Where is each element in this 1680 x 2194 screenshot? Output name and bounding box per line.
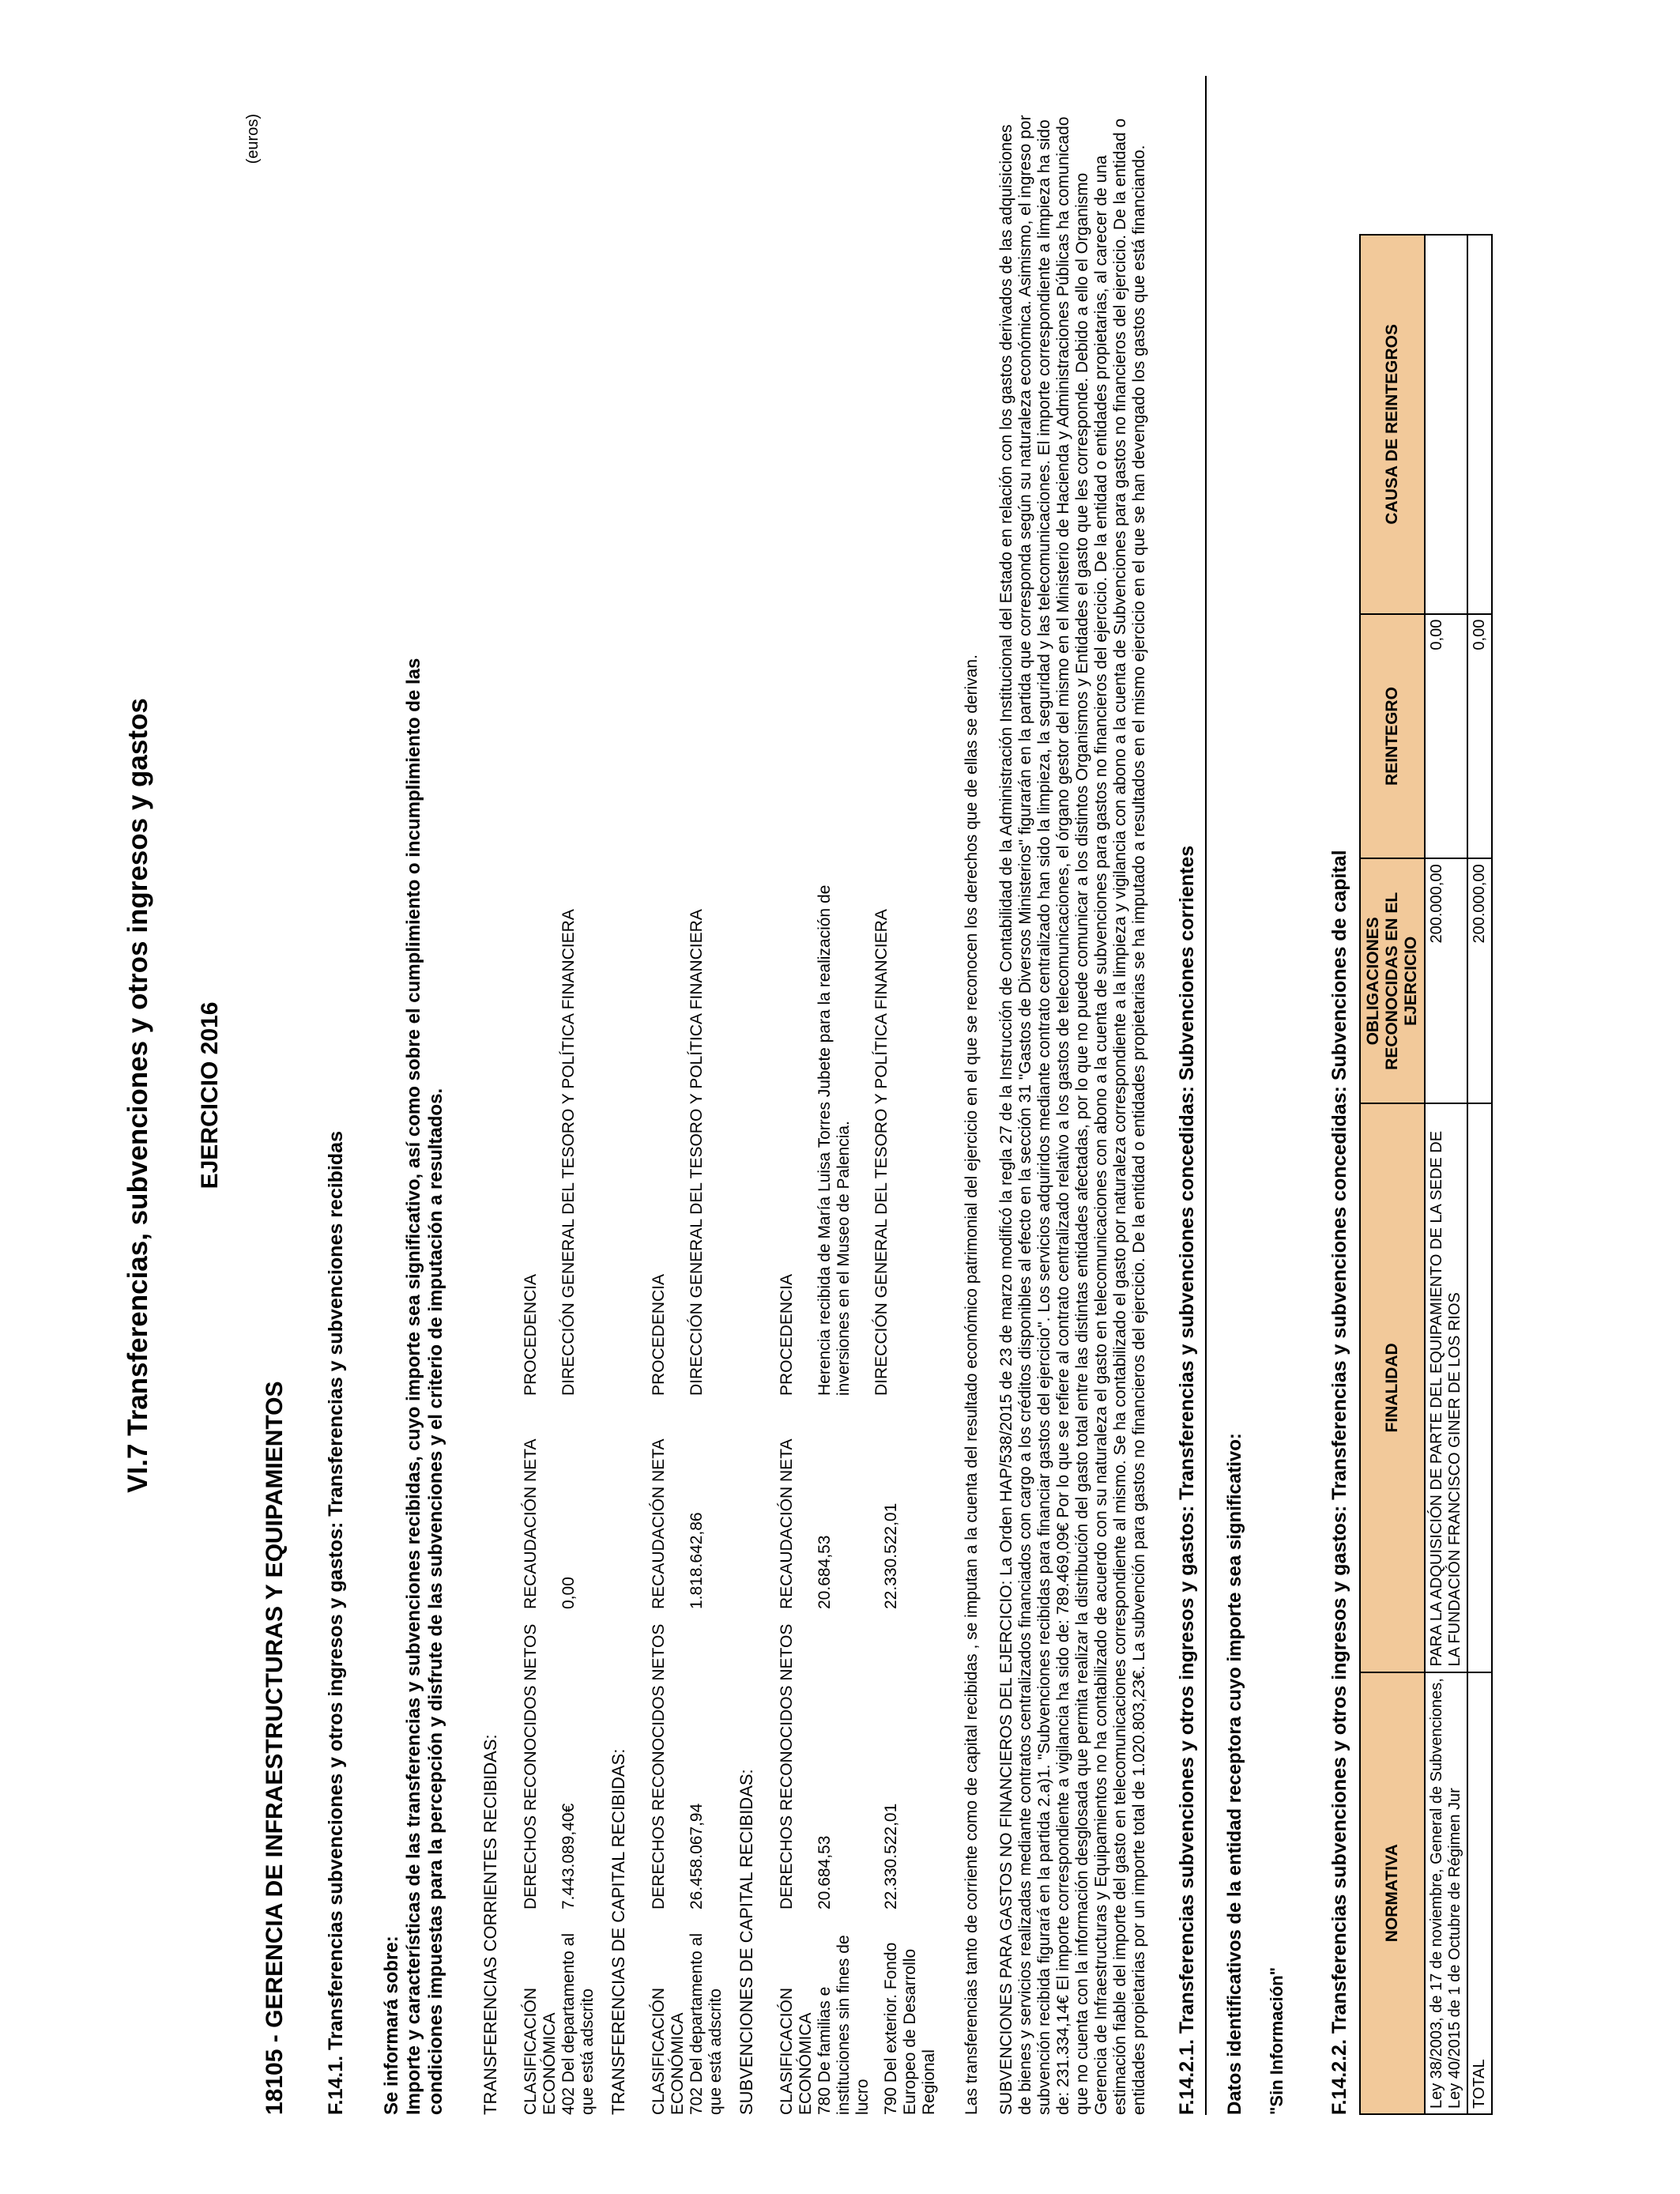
subv-proc-2: DIRECCIÓN GENERAL DEL TESORO Y POLÍTICA FINANCIERA	[872, 909, 891, 1396]
corrientes-block	[480, 76, 597, 2115]
total-reintegro: 0,00	[1467, 614, 1492, 859]
capital-der: 26.458.067,94	[687, 1803, 706, 1909]
table-header-row	[1360, 235, 1425, 2114]
corrientes-rec: 0,00	[559, 1577, 578, 1609]
cell-obligaciones: 200.000,00	[1425, 858, 1467, 1103]
subv-proc-1: Herencia recibida de María Luisa Torres Jubete para la realización de inversiones en el Museo de Palencia.	[816, 884, 853, 1396]
section-14-2-1-heading: F.14.2.1. Transferencias subvenciones y otros ingresos y gastos: Transferencias y subvenciones concedidas: Subvenciones corrientes	[1176, 845, 1198, 2115]
capital-h-proc: PROCEDENCIA	[650, 1273, 668, 1396]
section-divider	[1205, 76, 1207, 2115]
subvenciones-capital-table	[1359, 234, 1493, 2115]
header-obligaciones: OBLIGACIONES RECONOCIDAS EN EL EJERCICIO	[1360, 858, 1425, 1103]
subvenciones-heading: SUBVENCIONES DE CAPITAL RECIBIDAS:	[736, 1769, 756, 2115]
subv-clas-1: 780 De familias e instituciones sin fines de lucro	[816, 1935, 872, 2115]
entity-name: 18105 - GERENCIA DE INFRAESTRUCTURAS Y EQUIPAMIENTOS	[262, 1381, 288, 2115]
capital-block	[608, 76, 725, 2115]
currency-units: (euros)	[244, 114, 262, 164]
fiscal-year: EJERCICIO 2016	[197, 1001, 223, 1189]
capital-h-rec: RECAUDACIÓN NETA	[650, 1438, 668, 1609]
corrientes-h-clas: CLASIFICACIÓN ECONÓMICA	[522, 1987, 559, 2115]
section-14-1-heading: F.14.1. Transferencias subvenciones y otros ingresos y gastos: Transferencias y subvenciones recibidas	[325, 1131, 347, 2115]
inform-label: Se informará sobre:	[381, 1936, 402, 2115]
cell-normativa: Ley 38/2003, de 17 de noviembre, General de Subvenciones, Ley 40/2015 de 1 de Octubre de Régimen Jur	[1425, 1672, 1467, 2114]
inform-text-line2: condiciones impuestas para la percepción y disfrute de las subvenciones y el criterio de imputación a resultados.	[425, 1088, 446, 2115]
table-row	[1425, 235, 1467, 2114]
cell-finalidad: PARA LA ADQUISICIÓN DE PARTE DEL EQUIPAMIENTO DE LA SEDE DE LA FUNDACIÓN FRANCISCO GINER DE LOS RIOS	[1425, 1103, 1467, 1672]
corrientes-h-rec: RECAUDACIÓN NETA	[522, 1438, 540, 1609]
subv-der-2: 22.330.522,01	[882, 1803, 900, 1909]
subv-h-clas: CLASIFICACIÓN ECONÓMICA	[778, 1987, 815, 2115]
capital-proc: DIRECCIÓN GENERAL DEL TESORO Y POLÍTICA FINANCIERA	[687, 909, 706, 1396]
sin-informacion: "Sin Información"	[1267, 1966, 1286, 2115]
subv-h-der: DERECHOS RECONOCIDOS NETOS	[778, 1623, 796, 1909]
capital-grid	[650, 76, 725, 2115]
section-14-2-2-heading: F.14.2.2. Transferencias subvenciones y otros ingresos y gastos: Transferencias y subvenciones concedidas: Subvenciones de capital	[1328, 850, 1350, 2115]
subv-der-1: 20.684,53	[816, 1835, 834, 1909]
total-finalidad-empty	[1467, 1103, 1492, 1672]
corrientes-proc: DIRECCIÓN GENERAL DEL TESORO Y POLÍTICA FINANCIERA	[559, 909, 578, 1396]
cell-causa	[1425, 235, 1467, 614]
entity-row	[244, 76, 293, 2115]
corrientes-grid	[522, 76, 597, 2115]
header-normativa: NORMATIVA	[1360, 1672, 1425, 2114]
total-causa-empty	[1467, 235, 1492, 614]
corrientes-der: 7.443.089,40€	[559, 1803, 578, 1909]
corrientes-heading: TRANSFERENCIAS CORRIENTES RECIBIDAS:	[480, 1734, 500, 2115]
subv-rec-1: 20.684,53	[816, 1535, 834, 1609]
subv-clas-2: 790 Del exterior. Fondo Europeo de Desarrollo Regional	[882, 1942, 938, 2115]
corrientes-h-proc: PROCEDENCIA	[522, 1273, 540, 1396]
total-obligaciones: 200.000,00	[1467, 858, 1492, 1103]
inform-block	[381, 76, 447, 2115]
cell-reintegro: 0,00	[1425, 614, 1467, 859]
table-total-row	[1467, 235, 1492, 2114]
capital-h-der: DERECHOS RECONOCIDOS NETOS	[650, 1623, 668, 1909]
inform-text-line1: Importe y características de las transferencias y subvenciones recibidas, cuyo importe sea significativo, así como sobre el cumplimiento o incumplimiento de las	[403, 658, 424, 2115]
capital-h-clas: CLASIFICACIÓN ECONÓMICA	[650, 1987, 687, 2115]
header-finalidad: FINALIDAD	[1360, 1103, 1425, 1672]
page-content	[122, 76, 1493, 2115]
datos-heading: Datos identificativos de la entidad receptora cuyo importe sea significativo:	[1224, 1433, 1245, 2115]
transfer-note: Las transferencias tanto de corriente como de capital recibidas , se imputan a la cuenta del resultado económico patrimonial del ejercicio en el que se reconocen los derechos que de ellas se derivan.	[962, 654, 981, 2115]
subv-h-proc: PROCEDENCIA	[778, 1273, 796, 1396]
subvenciones-grid	[778, 76, 939, 2115]
subv-h-rec: RECAUDACIÓN NETA	[778, 1438, 796, 1609]
capital-clas: 702 Del departamento al que está adscrito	[687, 1933, 725, 2115]
header-causa: CAUSA DE REINTEGROS	[1360, 235, 1425, 614]
gastos-no-financieros-paragraph: SUBVENCIONES PARA GASTOS NO FINANCIEROS DEL EJERCICIO: La Orden HAP/538/2015 de 23 de marzo modificó la regla 27 de la Instrucción de Contabilidad de la Administración Institucional del Estado en relación con los gastos derivados de las adquisiciones de bienes y servicios realizadas mediante contratos centralizados financiados con cargo a los créditos disponibles al efecto en la sección 31 "Gastos de Diversos Ministerios" figurarán en la partida que corresponda según su naturaleza económica. Asimismo, el ingreso por subvención recibida figurará en la partida 2.a)1. "Subvenciones recibidas para financiar gastos del ejercicio". Los servicios adquiridos mediante contrato centralizado han sido la limpieza, la seguridad y las telecomunicaciones. El importe correspondiente a limpieza ha sido de: 231.334,14€ El importe correspondiente a vigilancia ha sido de: 789.469,09€ Por lo que se refiere al contrato centralizado relativo a los gastos de telecomunicaciones, el órgano gestor del mismo en el Ministerio de Hacienda y Administraciones Públicas ha comunicado que no cuenta con la información desglosada que permita realizar la distribución del gasto total entre las distintas entidades afectadas, por lo que no puede comunicar a los distintos Organismos y Entidades el gasto que les corresponde. Debido a ello el Organismo Gerencia de Infraestructuras y Equipamientos no ha contabilizado de acuerdo con su naturaleza el gasto en telecomunicaciones con abono a la cuenta de subvenciones para gastos no financieros del ejercicio. De la entidad o entidades propietarias, al carecer de una estimación fiable del importe del gasto en telecomunicaciones correspondiente al mismo. Se ha contabilizado el gasto por naturaleza correspondiente a la limpieza y vigilancia con abono a la cuenta de Subvenciones para gastos no financieros del ejercicio. De la entidad o entidades propietarias por un importe total de 1.020.803,23€. La subvención para gastos no financieros del ejercicio. De la entidad o entidades propietarias se ha imputado a resultados en el mismo ejercicio en el que se han devengado los gastos que está financiando.	[997, 115, 1148, 2115]
header-reintegro: REINTEGRO	[1360, 614, 1425, 859]
corrientes-clas: 402 Del departamento al que está adscrito	[559, 1933, 597, 2115]
subvenciones-block	[736, 76, 939, 2115]
capital-rec: 1.818.642,86	[687, 1512, 706, 1609]
total-label: TOTAL	[1467, 1672, 1492, 2114]
page-title: VI.7 Transferencias, subvenciones y otros ingresos y gastos	[122, 698, 153, 1493]
corrientes-h-der: DERECHOS RECONOCIDOS NETOS	[522, 1623, 540, 1909]
capital-heading: TRANSFERENCIAS DE CAPITAL RECIBIDAS:	[608, 1748, 628, 2115]
subv-rec-2: 22.330.522,01	[882, 1502, 900, 1609]
